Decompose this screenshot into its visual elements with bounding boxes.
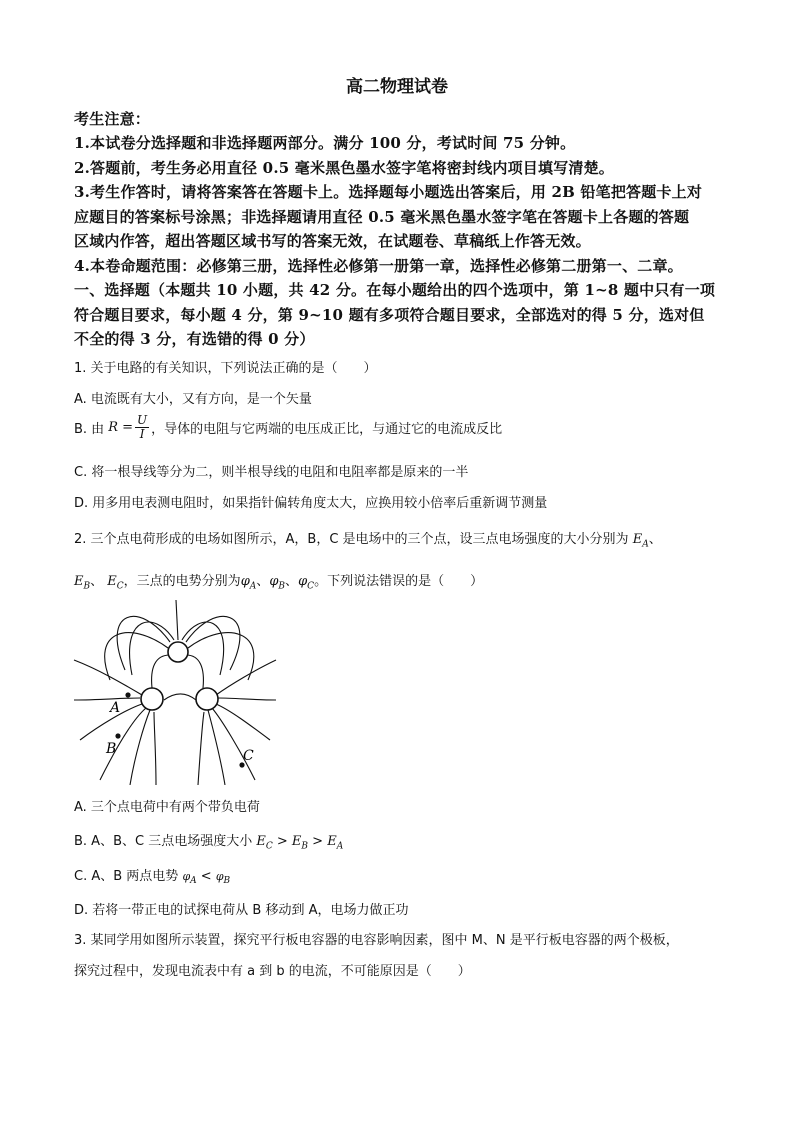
q1-formula-denominator: I: [139, 427, 145, 441]
q1-formula-lhs: R =: [108, 420, 134, 435]
q2-stem-text: 2. 三个点电荷形成的电场如图所示，A，B，C 是电场中的三个点，设三点电场强度的大小分别为: [74, 532, 629, 547]
q2-optb-eb-letter: E: [291, 834, 302, 849]
q2-option-b[interactable]: [74, 830, 343, 852]
q2-eb-sub: B: [83, 581, 91, 592]
q2-phi-b-letter: φ: [269, 574, 279, 589]
point-b-label: B: [106, 741, 117, 757]
q2-stem-line1: [74, 528, 662, 550]
notice-item-3: 3.考生作答时，请将答案答在答题卡上。选择题每小题选出答案后，用 2B 铅笔把答题卡上对: [74, 183, 703, 201]
point-a-label: A: [110, 700, 121, 716]
q2-optb-gt2: >: [308, 834, 328, 849]
q2-optc-phi-b-sub: B: [223, 876, 231, 887]
q2-optb-ea-sub: A: [336, 841, 344, 852]
q2-optb-eb-sub: B: [301, 841, 309, 852]
q2-sep1: 、: [90, 574, 104, 589]
point-a-dot: [125, 692, 130, 697]
q2-optc-phi-b: [215, 870, 231, 887]
q1-option-a[interactable]: A. 电流既有大小，又有方向，是一个矢量: [74, 392, 312, 407]
q2-ec-sub: C: [116, 581, 124, 592]
q2-ec-letter: E: [107, 574, 117, 589]
q2-option-b-prefix: B. A、B、C 三点电场强度大小: [74, 834, 253, 849]
q2-ec-symbol: [107, 574, 124, 592]
q2-phi-b: [269, 574, 286, 592]
q1-formula-numerator: U: [137, 413, 148, 427]
q1-option-d[interactable]: D. 用多用电表测电阻时，如果指针偏转角度太大，应换用较小倍率后重新调节测量: [74, 496, 548, 511]
q2-sep3: 、: [285, 574, 299, 589]
q2-phi-c: [298, 574, 315, 592]
q2-optb-ec-letter: E: [256, 834, 266, 849]
q2-eb-symbol: [74, 574, 91, 592]
q3-stem-line1: 3. 某同学用如图所示装置，探究平行板电容器的电容影响因素，图中 M、N 是平行板电容器的两个极板，: [74, 933, 679, 948]
q2-stem1-tail: 、: [648, 532, 662, 547]
q1-option-c[interactable]: C. 将一根导线等分为二，则半根导线的电阻和电阻率都是原来的一半: [74, 465, 469, 480]
q2-stem2-tail: 。下列说法错误的是（ ）: [314, 574, 484, 589]
section-heading: 一、选择题（本题共 10 小题，共 42 分。在每小题给出的四个选项中，第 1~8 题中只有一项: [74, 281, 716, 299]
notice-item-2: 2.答题前，考生务必用直径 0.5 毫米黑色墨水签字笔将密封线内项目填写清楚。: [74, 159, 615, 177]
q2-phi-a-letter: φ: [240, 574, 250, 589]
q3-stem-line2: 探究过程中，发现电流表中有 a 到 b 的电流，不可能原因是（ ）: [74, 964, 471, 979]
notice-heading: 考生注意：: [74, 110, 151, 128]
q2-stem-line2: [74, 570, 483, 592]
q2-option-c[interactable]: [74, 865, 230, 886]
q1-option-b-suffix: ，导体的电阻与它两端的电压成正比，与通过它的电流成反比: [151, 422, 503, 437]
q1-stem: 1. 关于电路的有关知识，下列说法正确的是（ ）: [74, 361, 377, 376]
q2-optc-phi-a-letter: φ: [182, 870, 191, 883]
notice-item-3-cont2: 区域内作答，超出答题区域书写的答案无效，在试题卷、草稿纸上作答无效。: [74, 232, 591, 250]
q2-ea-sub: A: [642, 539, 649, 550]
q2-ea-symbol: [632, 532, 649, 550]
electric-field-figure: [70, 600, 280, 785]
page-title: 高二物理试卷: [346, 77, 448, 97]
q2-optb-ea-letter: E: [327, 834, 337, 849]
q1-formula-fraction: [135, 414, 149, 441]
q2-eb-letter: E: [74, 574, 84, 589]
notice-item-4: 4.本卷命题范围：必修第三册，选择性必修第一册第一章，选择性必修第二册第一、二章。: [74, 257, 683, 275]
charge-right: [196, 688, 218, 710]
q1-option-b-prefix: B. 由: [74, 422, 105, 437]
section-instructions-2: 符合题目要求，每小题 4 分，第 9~10 题有多项符合题目要求，全部选对的得 5 分，选对但: [74, 306, 705, 324]
q2-optc-lt: <: [196, 869, 216, 884]
charge-left: [141, 688, 163, 710]
section-instructions-3: 不全的得 3 分，有选错的得 0 分）: [74, 330, 315, 348]
q2-ea-letter: E: [632, 532, 643, 547]
charge-top: [168, 642, 188, 662]
q2-optc-phi-a: [182, 870, 197, 887]
q2-phi-a: [240, 574, 257, 592]
q2-optb-ec-sub: C: [265, 841, 273, 852]
q2-optc-phi-a-sub: A: [190, 876, 197, 887]
q2-optb-ea: [327, 834, 344, 852]
point-b-dot: [115, 733, 120, 738]
q2-optb-eb: [291, 834, 309, 852]
q2-optb-gt1: >: [272, 834, 292, 849]
point-c-label: C: [243, 748, 254, 764]
q2-phi-c-sub: C: [307, 581, 315, 592]
q2-phi-c-letter: φ: [298, 574, 308, 589]
q2-option-a[interactable]: A. 三个点电荷中有两个带负电荷: [74, 800, 260, 815]
q2-optc-phi-b-letter: φ: [215, 870, 224, 883]
q2-stem2-mid: ，三点的电势分别为: [123, 574, 241, 589]
q2-option-c-prefix: C. A、B 两点电势: [74, 869, 179, 884]
q2-sep2: 、: [256, 574, 270, 589]
q2-phi-a-sub: A: [249, 581, 257, 592]
notice-item-1: 1.本试卷分选择题和非选择题两部分。满分 100 分，考试时间 75 分钟。: [74, 134, 576, 152]
q2-option-d[interactable]: D. 若将一带正电的试探电荷从 B 移动到 A，电场力做正功: [74, 903, 409, 918]
notice-item-3-cont: 应题目的答案标号涂黑；非选择题请用直径 0.5 毫米黑色墨水签字笔在答题卡上各题的答题: [74, 208, 690, 226]
q1-option-b[interactable]: [74, 414, 502, 441]
q2-optb-ec: [256, 834, 273, 852]
q2-phi-b-sub: B: [278, 581, 286, 592]
